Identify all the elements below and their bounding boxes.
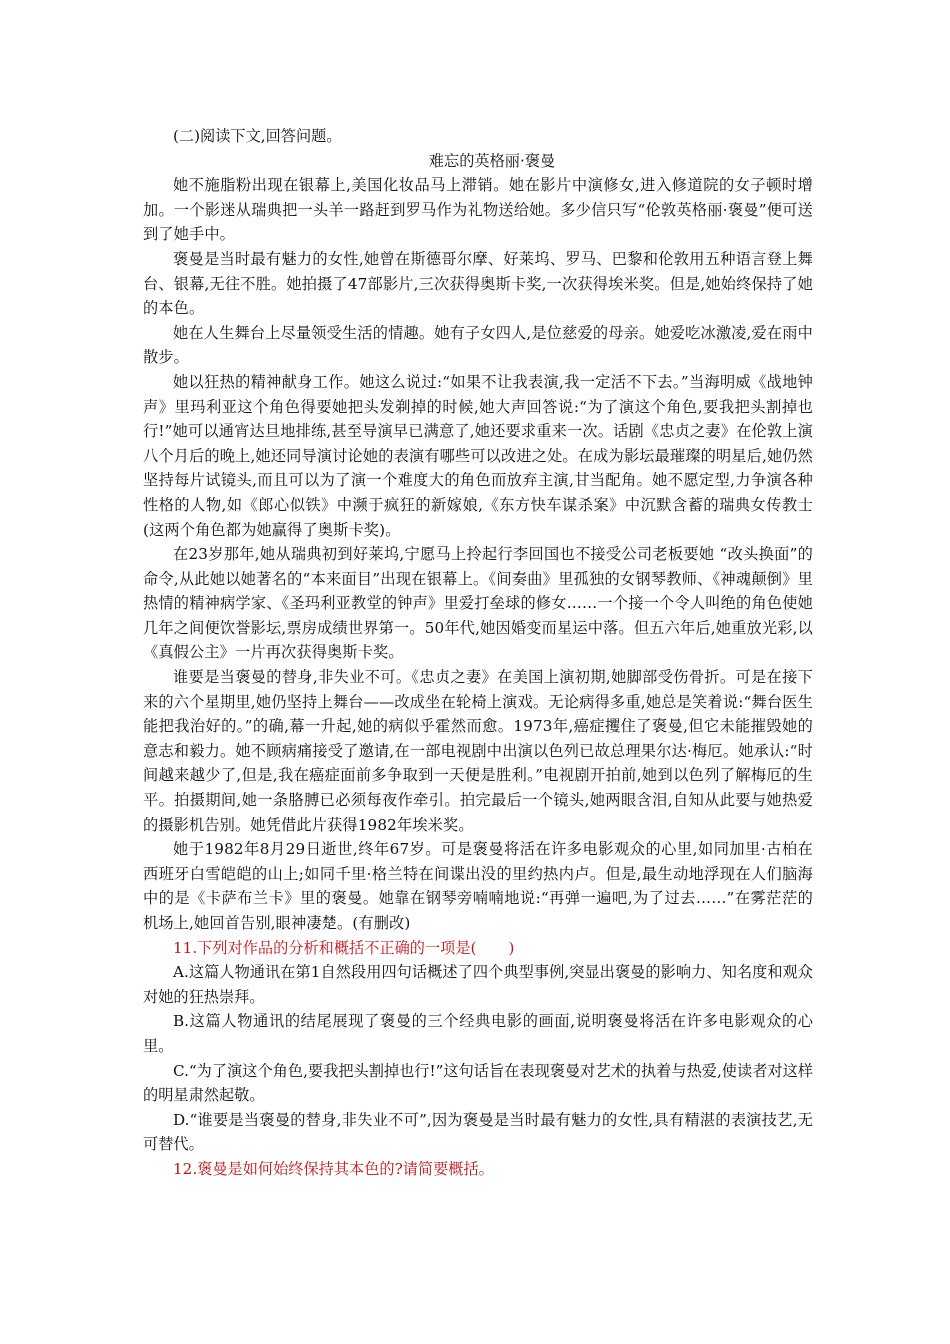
option-a: A.这篇人物通讯在第1自然段用四句话概述了四个典型事例,突显出褒曼的影响力、知名度和观众对她的狂热崇拜。 xyxy=(143,963,813,1006)
option-b: B.这篇人物通讯的结尾展现了褒曼的三个经典电影的画面,说明褒曼将活在许多电影观众的心里。 xyxy=(143,1012,813,1055)
document-content xyxy=(143,124,813,1182)
article-title: 难忘的英格丽·褒曼 xyxy=(428,151,556,170)
paragraph-1: 她不施脂粉出现在银幕上,美国化妆品马上滞销。她在影片中演修女,进入修道院的女子顿时增加。一个影迷从瑞典把一头羊一路赶到罗马作为礼物送给她。多少信只写“伦敦英格丽·褒曼”便可送到了她手中。 xyxy=(143,176,813,244)
paragraph-6: 谁要是当褒曼的替身,非失业不可。《忠贞之妻》在美国上演初期,她脚部受伤骨折。可是在接下来的六个星期里,她仍坚持上舞台——改成坐在轮椅上演戏。无论病得多重,她总是笑着说:“舞台医生能把我治好的。”的确,幕一升起,她的病似乎霍然而愈。1973年,癌症攫住了褒曼,但它未能摧毁她的意志和毅力。她不顾病痛接受了邀请,在一部电视剧中出演以色列已故总理果尔达·梅厄。她承认:“时间越来越少了,但是,我在癌症面前多争取到一天便是胜利。”电视剧开拍前,她到以色列了解梅厄的生平。拍摄期间,她一条胳膊已必须每夜作牵引。拍完最后一个镜头,她两眼含泪,自知从此要与她热爱的摄影机告别。她凭借此片获得1982年埃米奖。 xyxy=(143,668,813,834)
paragraph-7: 她于1982年8月29日逝世,终年67岁。可是褒曼将活在许多电影观众的心里,如同加里·古柏在西班牙白雪皑皑的山上;如同千里·格兰特在间谍出没的里约热内卢。但是,最生动地浮现在人们脑海中的是《卡萨布兰卡》里的褒曼。她靠在钢琴旁喃喃地说:“再弹一遍吧,为了过去……”在雾茫茫的机场上,她回首告别,眼神凄楚。(有删改) xyxy=(143,840,813,932)
paragraph-2: 褒曼是当时最有魅力的女性,她曾在斯德哥尔摩、好莱坞、罗马、巴黎和伦敦用五种语言登上舞台、银幕,无往不胜。她拍摄了47部影片,三次获得奥斯卡奖,一次获得埃米奖。但是,她始终保持了她的本色。 xyxy=(143,249,813,318)
question-12: 12.褒曼是如何始终保持其本色的?请简要概括。 xyxy=(173,1159,494,1178)
option-d: D.“谁要是当褒曼的替身,非失业不可”,因为褒曼是当时最有魅力的女性,具有精湛的表演技艺,无可替代。 xyxy=(143,1110,813,1154)
question-11-stem: 11.下列对作品的分析和概括不正确的一项是( xyxy=(173,938,477,957)
paragraph-4: 她以狂热的精神献身工作。她这么说过:“如果不让我表演,我一定活不下去。”当海明威《战地钟声》里玛利亚这个角色得要她把头发剃掉的时候,她大声回答说:“为了演这个角色,要我把头割掉也行!”她可以通宵达旦地排练,甚至导演早已满意了,她还要求重来一次。话剧《忠贞之妻》在伦敦上演八个月后的晚上,她还同导演讨论她的表演有哪些可以改进之处。在成为影坛最璀璨的明星后,她仍然坚持每片试镜头,而且可以为了演一个难度大的角色而放弃主演,甘当配角。她不愿定型,力争演各种性格的人物,如《郎心似铁》中濒于疯狂的新嫁娘,《东方快车谋杀案》中沉默含蓄的瑞典女传教士(这两个角色都为她赢得了奥斯卡奖)。 xyxy=(143,372,813,539)
paragraph-5: 在23岁那年,她从瑞典初到好莱坞,宁愿马上拎起行李回国也不接受公司老板要她 “改头换面”的命令,从此她以她著名的“本来面目”出现在银幕上。《间奏曲》里孤独的女钢琴教师、《神魂颠倒》里热情的精神病学家、《圣玛利亚教堂的钟声》里爱打垒球的修女……一个接一个令人叫绝的角色使她几年之间便饮誉影坛,票房成绩世界第一。50年代,她因婚变而星运中落。但五六年后,她重放光彩,以《真假公主》一片再次获得奥斯卡奖。 xyxy=(143,545,813,662)
question-11-stem-close: ) xyxy=(508,938,515,957)
section-heading: (二)阅读下文,回答问题。 xyxy=(173,127,342,145)
question-11 xyxy=(143,936,813,961)
paragraph-3: 她在人生舞台上尽量领受生活的情趣。她有子女四人,是位慈爱的母亲。她爱吃冰激凌,爱在雨中散步。 xyxy=(143,323,813,367)
option-c: C.“为了演这个角色,要我把头割掉也行!”这句话旨在表现褒曼对艺术的执着与热爱,使读者对这样的明星肃然起敬。 xyxy=(143,1061,813,1105)
